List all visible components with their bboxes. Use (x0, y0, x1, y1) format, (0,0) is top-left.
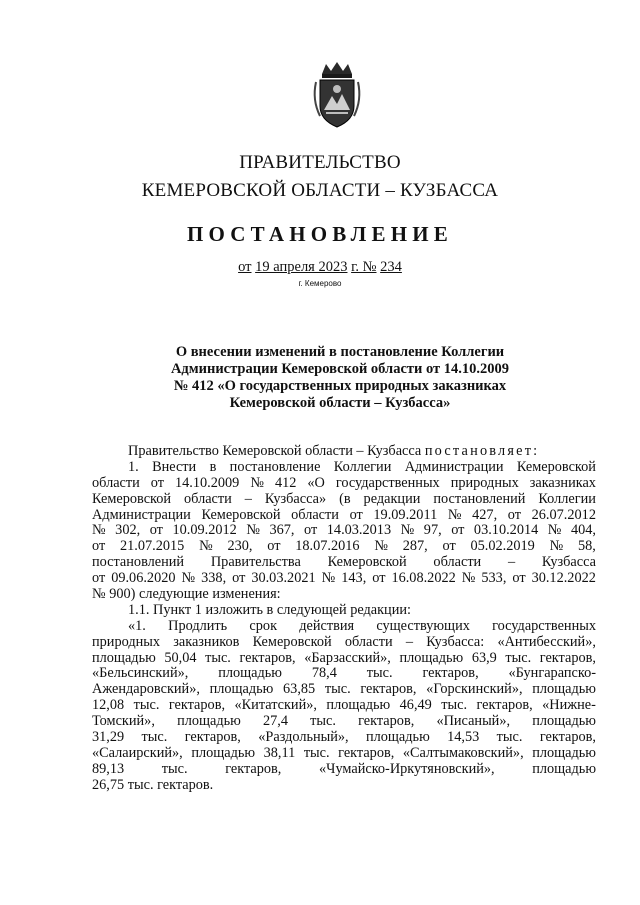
government-name-line2: КЕМЕРОВСКОЙ ОБЛАСТИ – КУЗБАССА (141, 180, 499, 201)
body-word: 19.09.2011 (373, 506, 438, 523)
government-name-line1: ПРАВИТЕЛЬСТВО (239, 152, 401, 173)
body-word: площадью (177, 713, 241, 730)
body-word: № (549, 538, 564, 555)
body-word: гектаров, (360, 681, 417, 698)
body-word: 18.07.2016 (295, 538, 360, 555)
body-word: площадью (218, 665, 282, 682)
document-body (92, 444, 596, 794)
body-line (92, 746, 596, 762)
body-line (92, 603, 596, 619)
body-word: тыс. (303, 744, 330, 761)
body-word: № (461, 570, 476, 587)
preamble-verb: постановляет: (424, 443, 540, 459)
body-word: от (267, 538, 281, 555)
decree-number: 234 (380, 259, 402, 275)
body-word: (в (339, 490, 351, 507)
body-word: гектаров, (239, 649, 296, 666)
body-word: 97, (423, 522, 442, 539)
body-line (92, 523, 596, 539)
body-word: тыс. (205, 649, 231, 666)
body-word: «1. (128, 617, 146, 634)
body-word: площадью (92, 649, 156, 666)
preamble-text: Правительство Кемеровской области – Кузбасса (128, 443, 422, 459)
body-word: Кузбасса» (264, 490, 327, 507)
body-word: № (250, 474, 264, 491)
body-word: площадью (365, 729, 430, 746)
body-word: Внести (152, 458, 197, 475)
body-word: 287, (402, 538, 428, 555)
body-word: постановлений (433, 490, 526, 507)
body-word: Кемеровской (201, 506, 281, 523)
body-word: Кузбасса (541, 554, 596, 571)
body-word: 412 (274, 474, 297, 491)
body-word: государственных (335, 474, 440, 491)
body-word: государственных (492, 617, 596, 634)
title-line: О внесении изменений в постановление Коллегии (175, 344, 505, 360)
body-word: тыс. (161, 760, 188, 777)
body-word: «Раздольный», (258, 729, 349, 746)
body-word: гектаров, (338, 744, 395, 761)
body-word: 10.09.2012 (172, 522, 237, 539)
body-word: 12,08 (92, 697, 125, 714)
body-word: 27,4 (262, 713, 289, 730)
body-word: «Китатский», (234, 697, 317, 714)
body-word: 09.06.2020 (111, 570, 176, 587)
body-word: площадью (209, 681, 274, 698)
body-word: 338, (201, 570, 227, 587)
body-word: 78,4 (311, 665, 337, 682)
body-line (92, 571, 596, 587)
body-word: постановлений (92, 554, 185, 571)
body-word: Кемеровской (327, 554, 407, 571)
body-line (92, 587, 596, 603)
body-word: тыс. (366, 665, 393, 682)
body-line (92, 778, 596, 794)
body-word: Администрации (92, 506, 191, 523)
body-word: – (244, 490, 252, 507)
body-word: срок (249, 617, 278, 634)
body-word: 38,11 (263, 744, 296, 761)
body-word: гектаров, (422, 665, 479, 682)
body-word: от (372, 570, 386, 587)
body-word: гектаров, (539, 649, 596, 666)
body-word: гектаров, (476, 697, 533, 714)
body-line (92, 476, 596, 492)
title-line: Кемеровской области – Кузбасса» (229, 395, 451, 411)
body-word: Коллегии (333, 458, 392, 475)
body-word: от (150, 474, 164, 491)
body-word: области (433, 554, 482, 571)
body-word: от (512, 570, 526, 587)
body-word: № (199, 538, 213, 555)
body-word: действия (299, 617, 355, 634)
body-word: от (442, 538, 456, 555)
body-word: «Антибесский», (497, 633, 596, 650)
body-word: площадью (191, 744, 256, 761)
body-word: природных (450, 474, 519, 491)
body-word: области (184, 490, 232, 507)
body-word: 03.10.2014 (473, 522, 539, 539)
body-word: 1. (128, 458, 139, 475)
body-word: редакции (363, 490, 421, 507)
body-word: площадью (399, 649, 464, 666)
body-word: области (344, 633, 393, 650)
body-word: 31,29 (92, 729, 125, 746)
date-number-line (0, 259, 640, 276)
body-word: «Бельсинский», (92, 665, 189, 682)
body-word: «Горскинский», (426, 681, 523, 698)
body-word: области (92, 474, 140, 491)
body-word: № (400, 522, 415, 539)
body-word: 46,49 (399, 697, 432, 714)
body-line (92, 460, 596, 476)
body-text: № 900) следующие изменения: (92, 586, 281, 603)
place-of-issue: г. Кемерово (298, 279, 342, 288)
date-prefix: от (238, 259, 252, 275)
body-word: от (349, 506, 363, 523)
body-word: 05.02.2019 (470, 538, 535, 555)
body-word: от (304, 522, 318, 539)
body-text: 26,75 тыс. гектаров. (92, 776, 214, 793)
body-word: 63,85 (283, 681, 316, 698)
preamble (92, 444, 596, 460)
body-line (92, 555, 596, 571)
body-word: тыс. (441, 697, 468, 714)
body-word: «Нижне- (542, 697, 596, 714)
body-word: Томский», (92, 713, 155, 730)
body-word: природных (92, 633, 161, 650)
body-word: от (149, 522, 163, 539)
body-line (92, 539, 596, 555)
body-word: тыс. (324, 681, 351, 698)
body-line (92, 619, 596, 635)
body-word: Ажендаровский», (92, 681, 200, 698)
body-word: «Бунгарапско- (508, 665, 596, 682)
date-suffix: г. № (351, 259, 377, 275)
body-word: площадью (532, 744, 596, 761)
coat-of-arms-icon (310, 60, 364, 130)
body-word: заказников (173, 633, 240, 650)
body-word: № (246, 522, 260, 539)
body-word: 302, (115, 522, 141, 539)
body-word: 533, (481, 570, 507, 587)
body-word: площадью (532, 681, 596, 698)
body-word: № (547, 522, 562, 539)
body-word: 367, (269, 522, 295, 539)
body-word: Коллегии (538, 490, 596, 507)
body-word: – (405, 633, 413, 650)
body-word: 427, (472, 506, 498, 523)
body-line (92, 666, 596, 682)
body-word: площадью (532, 713, 596, 730)
body-word: Администрации (404, 458, 504, 475)
body-word: «Салаирский», (92, 744, 183, 761)
body-word: 26.07.2012 (531, 506, 596, 523)
body-line (92, 635, 596, 651)
body-word: постановление (229, 458, 321, 475)
body-word: № (374, 538, 388, 555)
body-line (92, 730, 596, 746)
body-word: существующих (376, 617, 470, 634)
body-word: 404, (570, 522, 596, 539)
body-word: гектаров, (539, 729, 596, 746)
document-type-heading: ПОСТАНОВЛЕНИЕ (186, 222, 454, 246)
body-word: – (507, 554, 516, 571)
body-word: тыс. (141, 729, 168, 746)
body-word: Продлить (168, 617, 228, 634)
body-word: гектаров, (168, 697, 226, 714)
body-word: 63,9 (471, 649, 497, 666)
body-word: Кемеровской (516, 458, 596, 475)
body-word: 230, (227, 538, 253, 555)
body-word: заказниках (529, 474, 596, 491)
body-word: 58, (577, 538, 596, 555)
body-word: 14.03.2013 (326, 522, 392, 539)
body-word: Кемеровской (92, 490, 172, 507)
body-word: тыс. (133, 697, 160, 714)
body-word: 30.12.2022 (531, 570, 596, 587)
body-word: Правительства (210, 554, 301, 571)
body-word: № (447, 506, 462, 523)
date-value: 19 апреля 2023 (255, 259, 348, 275)
body-word: № (92, 522, 106, 539)
body-word: 89,13 (92, 760, 125, 777)
body-word: гектаров, (225, 760, 282, 777)
body-line (92, 651, 596, 667)
title-line: Администрации Кемеровской области от 14.10.2009 (170, 361, 510, 377)
body-word: «О (307, 474, 325, 491)
body-word: от (451, 522, 465, 539)
body-line (92, 698, 596, 714)
body-line (92, 508, 596, 524)
body-word: № (321, 570, 336, 587)
title-line: № 412 «О государственных природных заказниках (173, 378, 507, 394)
body-word: Кузбасса: (426, 633, 485, 650)
body-line (92, 492, 596, 508)
body-line (92, 762, 596, 778)
body-word: 21.07.2015 (119, 538, 185, 555)
body-word: гектаров, (358, 713, 415, 730)
body-word: «Чумайско-Иркутяновский», (319, 760, 495, 777)
body-word: гектаров, (184, 729, 241, 746)
body-word: от (232, 570, 246, 587)
body-word: тыс. (496, 729, 523, 746)
body-word: площадью (532, 760, 596, 777)
body-word: 50,04 (164, 649, 197, 666)
body-word: 14,53 (447, 729, 480, 746)
body-word: 14.10.2009 (174, 474, 240, 491)
body-word: от (92, 570, 106, 587)
body-text: 1.1. Пункт 1 изложить в следующей редакции: (128, 601, 411, 618)
body-word: площадью (326, 697, 391, 714)
body-word: области (291, 506, 339, 523)
body-word: № (181, 570, 196, 587)
body-word: от (92, 538, 106, 555)
body-word: Кемеровской (252, 633, 332, 650)
body-word: тыс. (310, 713, 336, 730)
body-word: «Салтымаковский», (402, 744, 524, 761)
body-word: «Писаный», (436, 713, 511, 730)
body-word: «Барзасский», (304, 649, 391, 666)
document-title (140, 344, 540, 412)
body-word: тыс. (505, 649, 532, 666)
body-word: 16.08.2022 (391, 570, 456, 587)
body-word: 30.03.2021 (251, 570, 316, 587)
body-word: в (209, 458, 217, 475)
body-line (92, 714, 596, 730)
body-word: от (507, 506, 521, 523)
body-line (92, 682, 596, 698)
body-word: 143, (341, 570, 367, 587)
